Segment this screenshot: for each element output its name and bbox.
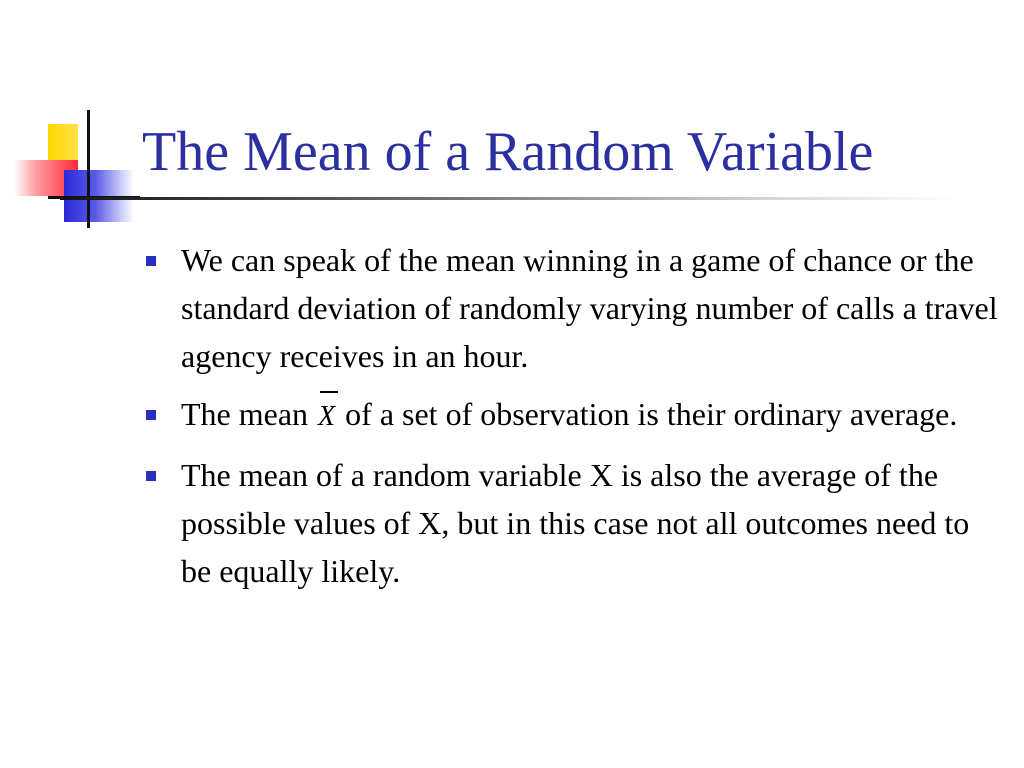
bullet-item (146, 236, 1006, 380)
bullet-text: The mean of a random variable X is also the average of the possible values of X, but in this case not all outcomes need to be equally likely. (181, 457, 970, 589)
title-underline (60, 197, 960, 200)
bullet-square-icon (146, 410, 156, 420)
bullet-text: We can speak of the mean winning in a game of chance or the standard deviation of randomly varying number of calls a travel agency receives in an hour. (181, 242, 998, 374)
bullet-text-after: of a set of observation is their ordinary average. (345, 396, 958, 432)
bullet-square-icon (146, 256, 156, 266)
bullet-item (146, 390, 1006, 441)
slide-title: The Mean of a Random Variable (142, 121, 874, 183)
x-bar-symbol: X (318, 393, 335, 441)
bullet-square-icon (146, 471, 156, 481)
bullet-list (146, 236, 1006, 605)
bullet-text-before: The mean (181, 396, 309, 432)
corner-logo (0, 0, 150, 240)
bullet-item (146, 451, 1006, 595)
logo-vertical-line (87, 110, 90, 228)
